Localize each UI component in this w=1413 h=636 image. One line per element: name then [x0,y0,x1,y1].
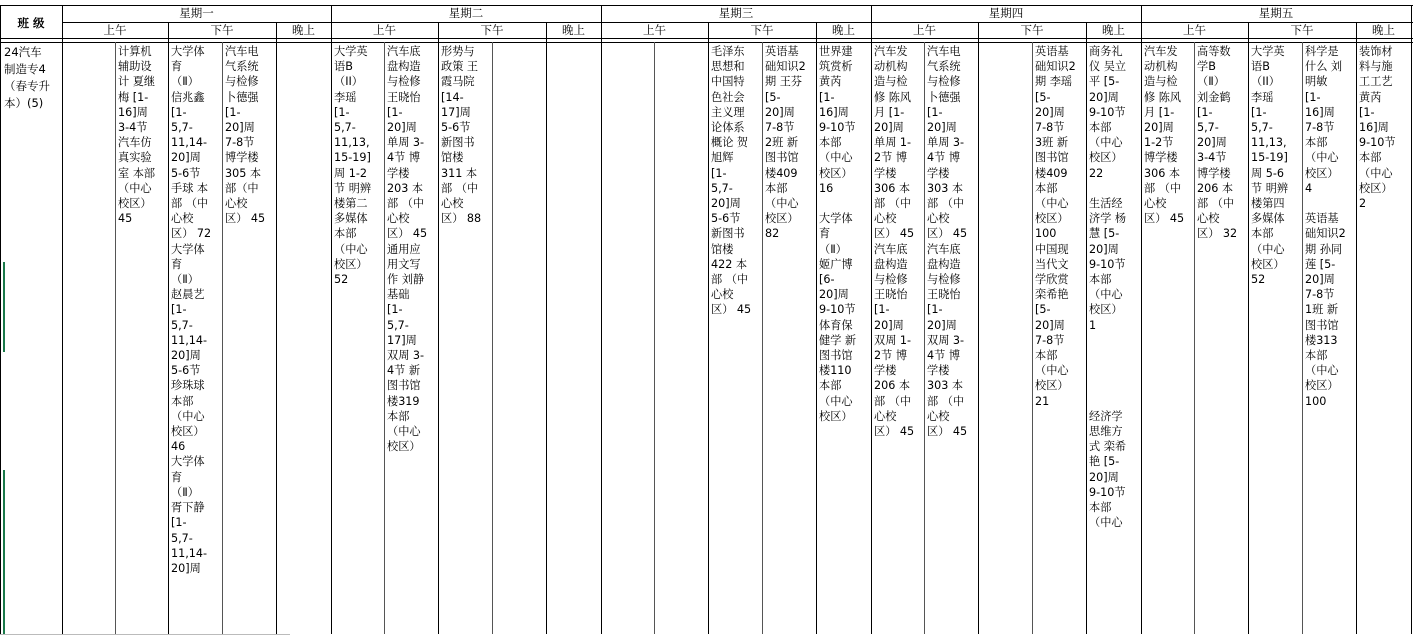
period-header-mon-am: 上午 [103,23,127,37]
grid-line [384,42,385,634]
row-marker [3,470,5,634]
period-header-wed-am: 上午 [643,23,666,37]
grid-line [62,6,63,634]
class-column-header: 班 级 [17,16,45,30]
grid-line [1302,42,1303,634]
grid-line [1141,6,1142,634]
grid-line [1194,42,1195,634]
header-bottom-border [0,38,1413,39]
period-header-wed-eve: 晚上 [832,23,855,37]
grid-line [816,22,817,634]
grid-line [546,22,547,634]
grid-line [331,6,332,634]
course-cell-fri-am-2[interactable]: 高等数 学B （Ⅱ） 刘金鹤 [1- 5,7- 20]周 3-4节 博学楼 206 本 部 （中 心校 区） 32 [1197,45,1238,241]
period-header-tue-am: 上午 [373,23,396,37]
period-header-thu-am: 上午 [913,23,936,37]
course-cell-thu-am-1[interactable]: 汽车发 动机构 造与检 修 陈风 月 [1- 20]周 单周 1- 2节 博 学楼 306 本 部 （中 心校 区） 45 汽车底 盘构造 与检修 王晓怡 [1- 20]周 双周 1- 2节 博 学楼 206 本 部 （中 心校 区） 45 [874,45,915,439]
course-cell-wed-pm-1[interactable]: 毛泽东 思想和 中国特 色社会 主义理 论体系 概论 贺 旭辉 [1- 5,7- 20]周 5-6节 新图书 馆楼 422 本 部 （中 心校 区） 45 [711,45,752,317]
period-header-fri-pm: 下午 [1290,23,1314,37]
grid-line [1086,22,1087,634]
grid-line [222,42,223,634]
day-header-fri: 星期五 [1258,6,1294,20]
grid-line [871,6,872,634]
header-bottom-border-2 [0,42,1413,43]
class-name-cell[interactable]: 24汽车 制造专4 （春专升 本）(5) [4,45,50,110]
course-cell-fri-am-1[interactable]: 汽车发 动机构 造与检 修 陈风 月 [1- 20]周 1-2节 博学楼 306 本 部 （中 心校 区） 45 [1144,45,1185,226]
grid-line [654,42,655,634]
course-cell-tue-pm-1[interactable]: 形势与 政策 王 霞马院 [14- 17]周 5-6节 新图书 馆楼 311 本 部 （中 心校 区） 88 [441,45,482,226]
period-header-mon-pm: 下午 [210,23,234,37]
grid-line [438,22,439,634]
course-cell-fri-pm-2[interactable]: 科学是 什么 刘 明敏 [1- 16]周 7-8节 本部 （中心 校区） 4 英语基 础知识2 期 孙同 莲 [5- 20]周 7-8节 1班 新 图书馆 楼313 本部 （中心 校区） 100 [1305,45,1346,408]
period-header-fri-eve: 晚上 [1372,23,1395,37]
grid-line [1356,22,1357,634]
table-bottom-border [0,634,290,635]
course-cell-tue-am-2[interactable]: 汽车底 盘构造 与检修 王晓怡 [1- 20]周 单周 3- 4节 博 学楼 203 本 部 （中 心校 区） 45 通用应 用文写 作 刘静 基础 [1- 5,7- 17]周 双周 3- 4节 新 图书馆 楼319 本部 （中心 校区） [387,45,428,454]
grid-line [1248,22,1249,634]
course-cell-fri-eve[interactable]: 装饰材 料与施 工工艺 黄芮 [1- 16]周 9-10节 本部 （中心 校区） 2 [1359,45,1396,211]
course-cell-wed-eve[interactable]: 世界建 筑赏析 黄芮 [1- 16]周 9-10节 本部 （中心 校区） 16 大学体 育 （Ⅱ） 姬广博 [6- 20]周 9-10节 体育保 健学 新 图书馆 楼110 本部 （中心 校区） [819,45,857,423]
grid-line [1411,6,1412,634]
course-cell-thu-eve[interactable]: 商务礼 仪 吴立 平 [5- 20]周 9-10节 本部 （中心 校区） 22 生活经 济学 杨 慧 [5- 20]周 9-10节 本部 （中心 校区） 1 经济学 思维方 式 栾希 艳 [5- 20]周 9-10节 本部 （中心 [1089,45,1127,530]
period-header-tue-eve: 晚上 [562,23,585,37]
course-cell-fri-pm-1[interactable]: 大学英 语B （II） 李瑶 [1- 5,7- 11,13, 15-19] 周 5-6 节 明辨 楼第四 多媒体 本部 （中心 校区） 52 [1251,45,1289,287]
grid-line [0,6,1,634]
grid-line [115,42,116,634]
period-header-wed-pm: 下午 [750,23,774,37]
grid-line [708,22,709,634]
course-cell-mon-pm-1[interactable]: 大学体 育 （Ⅱ） 信兆鑫 [1- 5,7- 11,14- 20]周 5-6节 手球 本 部 （中 心校 区） 72 大学体 育 （Ⅱ） 赵晨艺 [1- 5,7- 11,14- 20]周 5-6节 珍珠球 本部 （中心 校区） 46 大学体 育 （Ⅱ） 胥下静 [1- 5,7- 11,14- 20]周 [171,45,212,575]
course-cell-thu-am-2[interactable]: 汽车电 气系统 与检修 卜德强 [1- 20]周 单周 3- 4节 博 学楼 303 本 部 （中 心校 区） 45 汽车底 盘构造 与检修 王晓怡 [1- 20]周 双周 3- 4节 博 学楼 303 本 部 （中 心校 区） 45 [927,45,968,439]
course-cell-wed-pm-2[interactable]: 英语基 础知识2 期 王芬 [5- 20]周 7-8节 2班 新 图书馆 楼409 本部 （中心 校区） 82 [765,45,806,241]
course-cell-tue-am-1[interactable]: 大学英 语B （II） 李瑶 [1- 5,7- 11,13, 15-19] 周 1-2 节 明辨 楼第二 多媒体 本部 （中心 校区） 52 [334,45,372,287]
course-cell-mon-am-2[interactable]: 计算机 辅助设 计 夏继 梅 [1- 16]周 3-4节 汽车仿 真实验 室 本部 （中心 校区） 45 [118,45,156,226]
grid-line [601,6,602,634]
course-cell-thu-pm-2[interactable]: 英语基 础知识2 期 李瑶 [5- 20]周 7-8节 3班 新 图书馆 楼409 本部 （中心 校区） 100 中国现 当代文 学欣赏 栾希艳 [5- 20]周 7-8节 本部 （中心 校区） 21 [1035,45,1076,408]
day-header-wed: 星期三 [718,6,754,20]
period-header-mon-eve: 晚上 [292,23,315,37]
grid-line [276,22,277,634]
grid-line [1032,42,1033,634]
day-header-tue: 星期二 [448,6,484,20]
period-header-fri-am: 上午 [1183,23,1206,37]
day-header-thu: 星期四 [988,6,1024,20]
period-header-tue-pm: 下午 [480,23,504,37]
grid-line [168,22,169,634]
day-header-mon: 星期一 [179,6,214,20]
period-header-thu-eve: 晚上 [1102,23,1125,37]
grid-line [978,22,979,634]
grid-line [762,42,763,634]
period-header-thu-pm: 下午 [1020,23,1044,37]
course-cell-mon-pm-2[interactable]: 汽车电 气系统 与检修 卜德强 [1- 20]周 7-8节 博学楼 305 本 部（中 心校 区） 45 [225,45,266,226]
grid-line [492,42,493,634]
row-marker [3,262,5,352]
grid-line [924,42,925,634]
